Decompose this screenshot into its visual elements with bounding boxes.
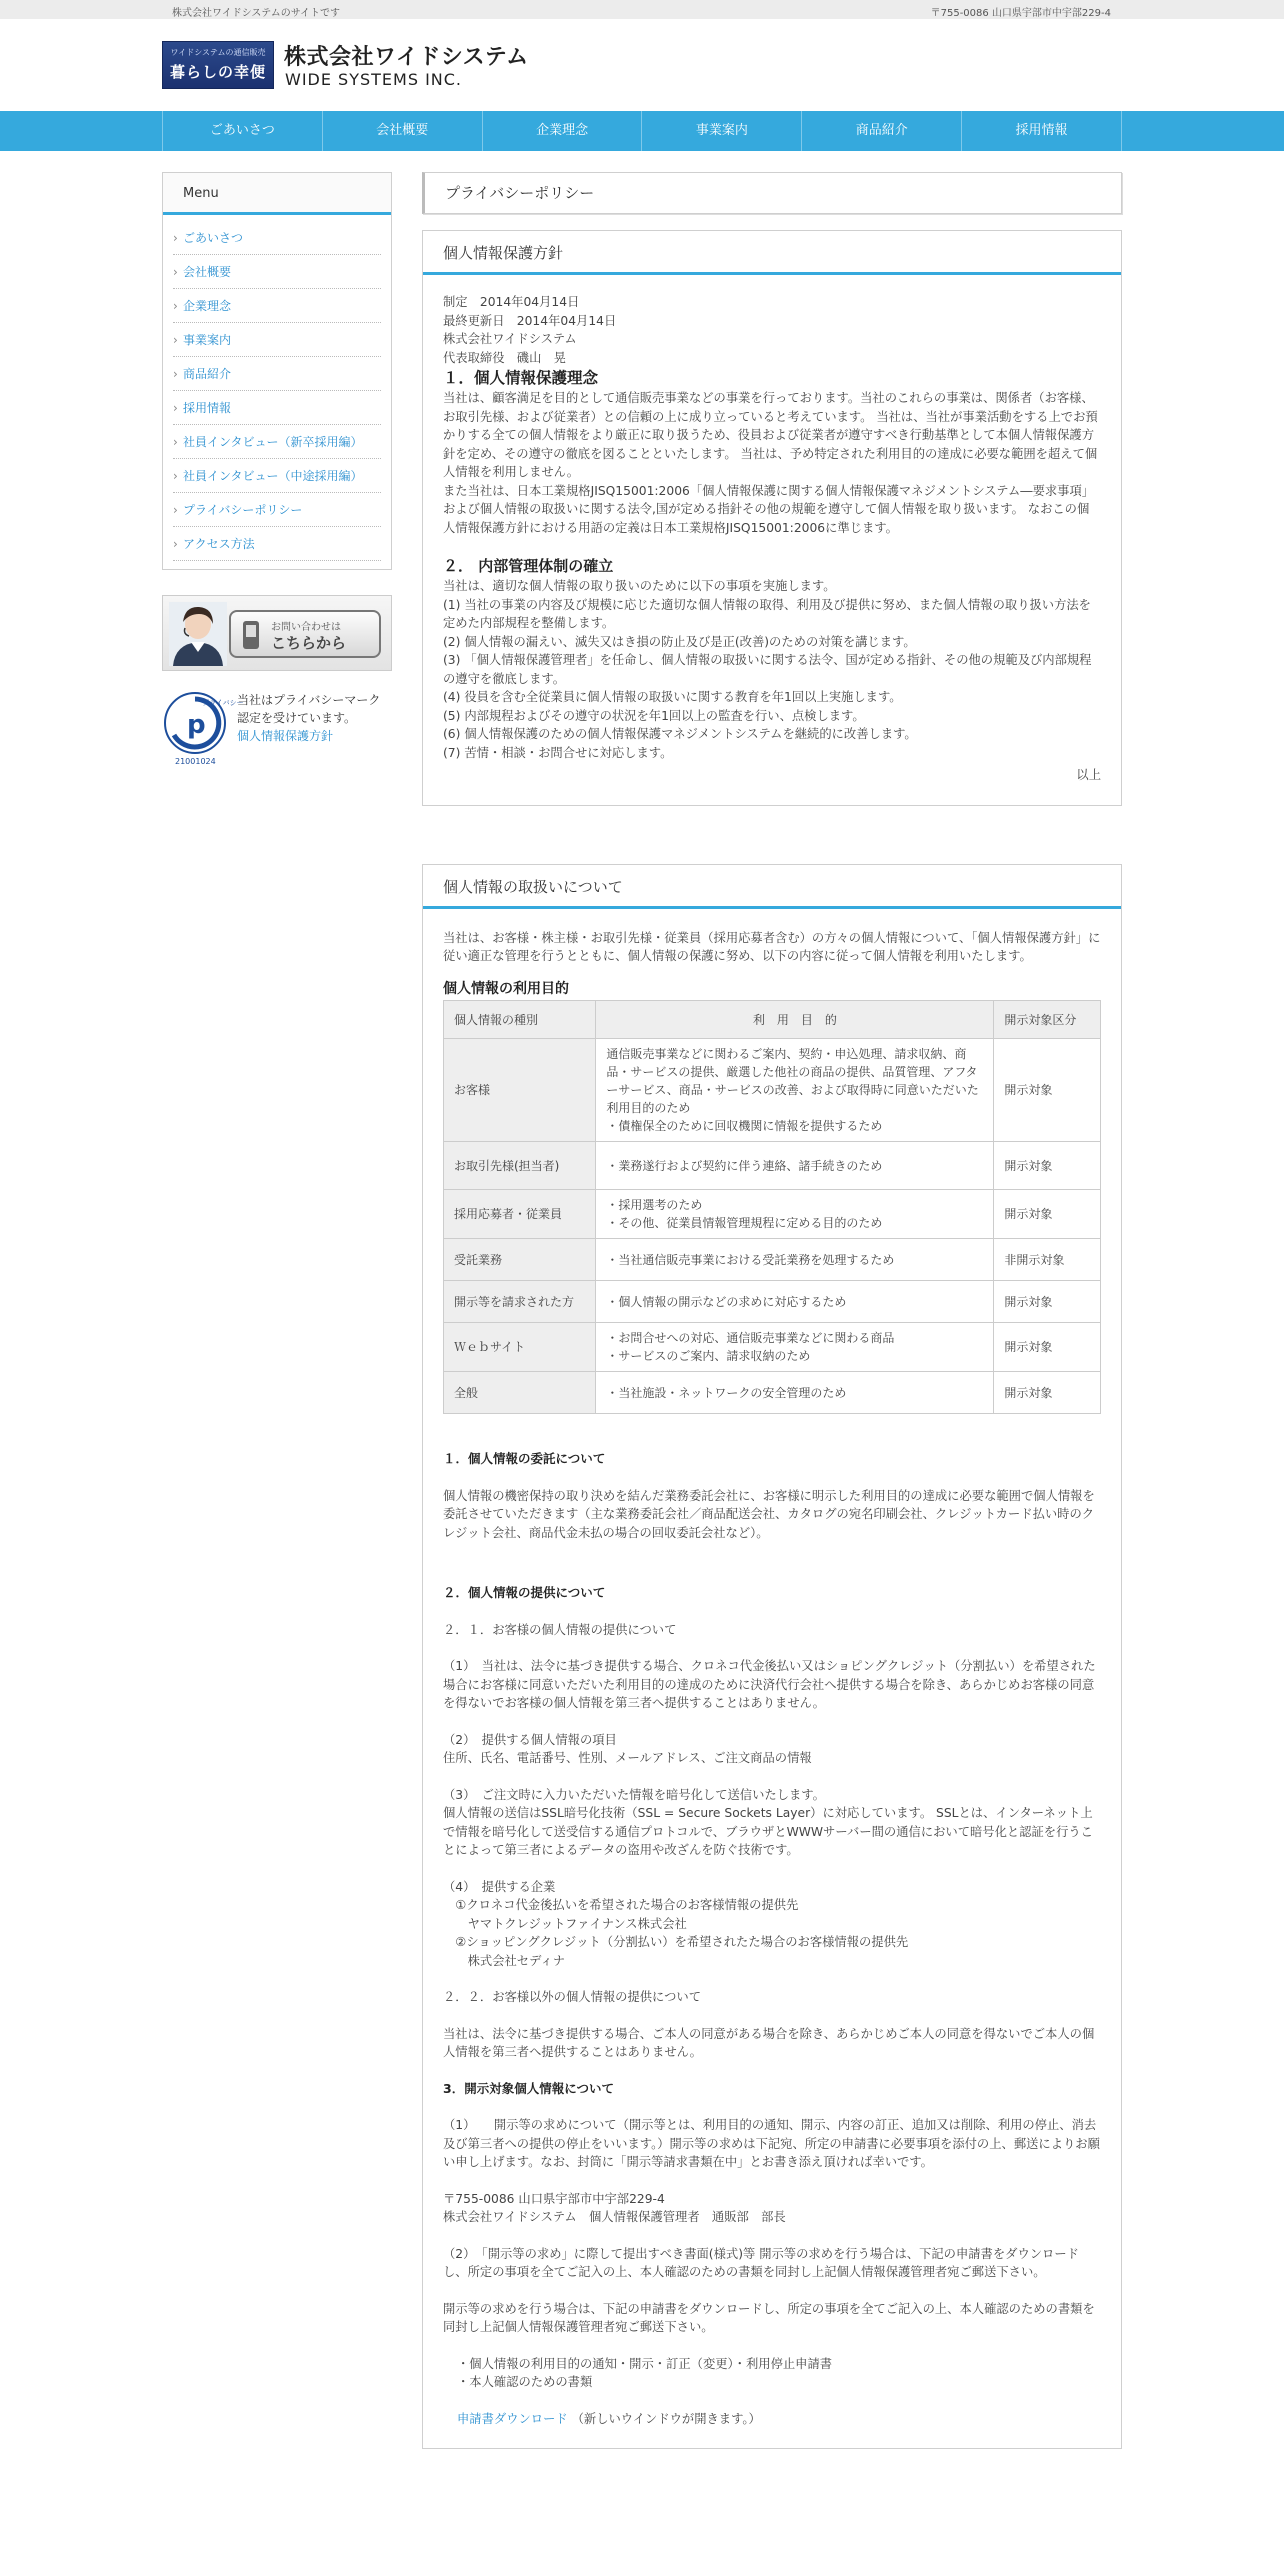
- section-2-para-2a: （2） 提供する個人情報の項目: [443, 1732, 617, 1747]
- global-nav: [0, 111, 1284, 151]
- section-3-list-item: ・個人情報の利用目的の通知・開示・訂正（変更）・利用停止申請書: [457, 2356, 833, 2371]
- handling-title: 個人情報の取扱いについて: [423, 865, 1121, 909]
- sidebar-item-philosophy[interactable]: › 企業理念: [173, 289, 381, 323]
- policy-company: 株式会社ワイドシステム: [443, 332, 577, 346]
- table-row: [444, 1142, 1101, 1190]
- sidebar-item-greeting[interactable]: › ごあいさつ: [173, 221, 381, 255]
- nav-item-philosophy[interactable]: 企業理念: [483, 111, 643, 151]
- row-purpose: ・業務遂行および契約に伴う連絡、諸手続きのため: [606, 1158, 883, 1173]
- section-2-para-1: （1） 当社は、法令に基づき提供する場合、クロネコ代金後払い又はショピングクレジット（分割払い）を希望された場合にお客様に同意いただいた利用目的の達成のために決済代行会社へ提供する場合を除き、あらかじめお客様の同意を得ないでお客様の個人情報を第三者へ提供することはありません。: [443, 1659, 1096, 1710]
- section-2-para-3b: 個人情報の送信はSSL暗号化技術（SSL = Secure Sockets Layer）に対応しています。 SSLとは、インターネット上で情報を暗号化して送受信する通信プロトコルで、ブラウザとWWWサーバー間の通信において暗号化と認証を行うことによって第三者によるデータの盗用や改ざんを防ぐ技術です。: [443, 1806, 1093, 1857]
- row-purpose: ・その他、従業員情報管理規程に定める目的のため: [606, 1216, 883, 1230]
- nav-item-products[interactable]: 商品紹介: [802, 111, 962, 151]
- sidebar-item-privacy[interactable]: › プライバシーポリシー: [173, 493, 381, 527]
- policy-item: (3) 「個人情報保護管理者」を任命し、個人情報の取扱いに関する法令、国が定める指針、その他の規範及び内部規程の遵守を徹底します。: [443, 653, 1092, 686]
- sidebar-menu-title: Menu: [163, 173, 391, 215]
- table-row: [444, 1239, 1101, 1281]
- section-2-para-4: ヤマトクレジットファイナンス株式会社: [443, 1916, 687, 1931]
- section-2-para-4: ①クロネコ代金後払いを希望された場合のお客様情報の提供先: [443, 1898, 799, 1912]
- handling-box: [422, 864, 1122, 2450]
- table-row: [444, 1039, 1101, 1142]
- contact-button[interactable]: [229, 610, 381, 658]
- pmark-number: 21001024: [175, 757, 216, 766]
- row-purpose: ・当社通信販売事業における受託業務を処理するため: [606, 1252, 895, 1267]
- row-purpose: ・個人情報の開示などの求めに対応するため: [606, 1294, 847, 1309]
- table-header-purpose: 利 用 目 的: [596, 1001, 994, 1039]
- main-content: [422, 172, 1122, 2449]
- row-purpose: ・当社施設・ネットワークの安全管理のため: [606, 1385, 847, 1400]
- nav-item-greeting[interactable]: ごあいさつ: [163, 111, 323, 151]
- purpose-heading: 個人情報の利用目的: [443, 980, 569, 997]
- contact-big-label: こちらから: [271, 634, 347, 652]
- svg-text:p: p: [187, 710, 206, 740]
- row-category: 開示対象: [994, 1281, 1101, 1323]
- section-3-para-2: （2） 「開示等の求め」に際して提出すべき書面(様式)等 開示等の求めを行う場合は、下記の申請書をダウンロードし、所定の事項を全てご記入の上、本人確認のための書類を同封し上記個人情報保護管理者宛ご郵送下さい。: [443, 2246, 1079, 2279]
- pmark-policy-link[interactable]: 個人情報保護方針: [237, 729, 334, 743]
- company-name-ja[interactable]: 株式会社ワイドシステム: [284, 45, 529, 70]
- section-2-2-heading: ２．２．お客様以外の個人情報の提供について: [443, 1990, 701, 2004]
- section-3-para-1: （1） 開示等の求めについて（開示等とは、利用目的の通知、開示、内容の訂正、追加又は削除、利用の停止、消去及び第三者への提供の停止をいいます。）開示等の求めは下記宛、所定の申請書に必要事項を添付の上、郵送によりお願い申し上げます。なお、封筒に「開示等請求書類在中」とお書き添え頂ければ幸いです。: [443, 2118, 1100, 2169]
- page-title: プライバシーポリシー: [422, 172, 1122, 214]
- sidebar-menu: [162, 172, 392, 570]
- row-purpose: 通信販売事業などに関わるご案内、契約・申込処理、請求収納、商品・サービスの提供、厳選した他社の商品の提供、品質管理、アフターサービス、商品・サービスの改善、および取得時に同意いただいた利用目的のため: [606, 1047, 979, 1115]
- row-purpose: ・サービスのご案内、請求収納のため: [606, 1349, 811, 1363]
- logo-badge[interactable]: [162, 41, 274, 89]
- section-2-1-heading: ２．１．お客様の個人情報の提供について: [443, 1622, 677, 1637]
- operator-icon: [169, 602, 227, 666]
- nav-item-company[interactable]: 会社概要: [323, 111, 483, 151]
- policy-item: (5) 内部規程およびその遵守の状況を年1回以上の監査を行い、点検します。: [443, 708, 865, 723]
- section-2-heading: ２．個人情報の提供について: [443, 1585, 606, 1600]
- row-kind: 受託業務: [444, 1239, 596, 1281]
- sidebar-item-business[interactable]: › 事業案内: [173, 323, 381, 357]
- row-kind: 採用応募者・従業員: [444, 1190, 596, 1239]
- site-header: [0, 19, 1284, 111]
- top-info-bar: [0, 0, 1284, 19]
- privacy-mark-block: [162, 691, 392, 771]
- header-address: 〒755-0086 山口県宇部市中宇部229-4: [930, 8, 1111, 19]
- policy-heading-2: ２． 内部管理体制の確立: [443, 557, 614, 575]
- table-header-category: 開示対象区分: [994, 1001, 1101, 1039]
- policy-heading-1: １．個人情報保護理念: [443, 369, 599, 387]
- phone-icon: [239, 620, 263, 650]
- policy-rep: 代表取締役 磯山 晃: [443, 350, 566, 365]
- policy-box: [422, 230, 1122, 806]
- company-name-en: WIDE SYSTEMS INC.: [285, 70, 463, 89]
- section-3-heading: 3．開示対象個人情報について: [443, 2080, 614, 2096]
- download-link[interactable]: 申請書ダウンロード: [457, 2411, 568, 2426]
- policy-item: (2) 個人情報の漏えい、滅失又はき損の防止及び是正(改善)のための対策を講じます。: [443, 634, 916, 649]
- download-note: （新しいウインドウが開きます。）: [571, 2411, 761, 2426]
- row-kind: 全般: [444, 1372, 596, 1414]
- logo-badge-main: 暮らしの幸便: [169, 63, 266, 81]
- nav-item-business[interactable]: 事業案内: [642, 111, 802, 151]
- policy-end: 以上: [1076, 768, 1101, 782]
- sidebar-item-access[interactable]: › アクセス方法: [173, 527, 381, 561]
- handling-intro: 当社は、お客様・株主様・お取引先様・従業員（採用応募者含む）の方々の個人情報について、「個人情報保護方針」に従い適正な管理を行うとともに、個人情報の保護に努め、以下の内容に従って個人情報を利用いたします。: [443, 930, 1101, 963]
- row-purpose: ・お問合せへの対応、通信販売事業などに関わる商品: [606, 1331, 895, 1345]
- row-category: 開示対象: [994, 1142, 1101, 1190]
- policy-updated: 最終更新日 2014年04月14日: [443, 313, 617, 328]
- section-3-list-item: ・本人確認のための書類: [457, 2375, 593, 2389]
- section-1-text: 個人情報の機密保持の取り決めを結んだ業務委託会社に、お客様に明示した利用目的の達成に必要な範囲で個人情報を委託させていただきます（主な業務委託会社／商品配送会社、カタログの宛名印刷会社、クレジットカード払い時のクレジット会社、商品代金未払の場合の回収委託会社など）。: [443, 1488, 1095, 1540]
- table-row: [444, 1372, 1101, 1414]
- policy-paragraph-2: また当社は、日本工業規格JISQ15001:2006「個人情報保護に関する個人情報保護マネジメントシステム―要求事項」および個人情報の取扱いに関する法令,国が定める指針その他の規範を遵守して個人情報を取り扱います。 なおこの個人情報保護方針における用語の定義は日本工業規格JISQ15001:2006に準じます。: [443, 483, 1095, 535]
- contact-small-label: お問い合わせは: [271, 622, 341, 633]
- sidebar-item-interview-mid[interactable]: › 社員インタビュー（中途採用編）: [173, 459, 381, 493]
- section-3-address: 〒755-0086 山口県宇部市中宇部229-4: [443, 2191, 665, 2206]
- section-2-para-3a: （3） ご注文時に入力いただいた情報を暗号化して送信いたします。: [443, 1787, 825, 1802]
- table-header-kind: 個人情報の種別: [444, 1001, 596, 1039]
- sidebar-item-recruit[interactable]: › 採用情報: [173, 391, 381, 425]
- policy-paragraph-3: 当社は、適切な個人情報の取り扱いのために以下の事項を実施します。: [443, 579, 836, 593]
- pmark-label: プライバシー: [202, 699, 244, 707]
- policy-title: 個人情報保護方針: [423, 231, 1121, 275]
- row-purpose: ・採用選考のため: [606, 1198, 703, 1212]
- row-kind: 開示等を請求された方: [444, 1281, 596, 1323]
- section-2-para-2b: 住所、氏名、電話番号、性別、メールアドレス、ご注文商品の情報: [443, 1751, 812, 1765]
- row-kind: お客様: [444, 1039, 596, 1142]
- section-1-heading: １．個人情報の委託について: [443, 1451, 606, 1466]
- table-row: [444, 1281, 1101, 1323]
- table-header-row: [444, 1001, 1101, 1039]
- logo-badge-small: ワイドシステムの通信販売: [170, 48, 266, 57]
- row-category: 非開示対象: [994, 1239, 1101, 1281]
- privacy-mark-icon: [162, 691, 244, 767]
- row-category: 開示対象: [994, 1039, 1101, 1142]
- sidebar-item-company[interactable]: › 会社概要: [173, 255, 381, 289]
- contact-banner[interactable]: [162, 595, 392, 671]
- sidebar-item-interview-new[interactable]: › 社員インタビュー（新卒採用編）: [173, 425, 381, 459]
- row-purpose: ・債権保全のために回収機関に情報を提供するため: [606, 1119, 883, 1133]
- section-3-manager: 株式会社ワイドシステム 個人情報保護管理者 通販部 部長: [443, 2210, 786, 2224]
- table-row: [444, 1190, 1101, 1239]
- policy-enacted: 制定 2014年04月14日: [443, 295, 580, 309]
- section-2-para-4: ②ショッピングクレジット（分割払い）を希望されたた場合のお客様情報の提供先: [443, 1935, 909, 1949]
- site-tagline: 株式会社ワイドシステムのサイトです: [172, 8, 340, 19]
- row-category: 開示対象: [994, 1190, 1101, 1239]
- policy-item: (4) 役員を含む全従業員に個人情報の取扱いに関する教育を年1回以上実施します。: [443, 690, 902, 704]
- policy-item: (6) 個人情報保護のための個人情報保護マネジメントシステムを継続的に改善します。: [443, 727, 917, 741]
- row-kind: Ｗｅｂサイト: [444, 1323, 596, 1372]
- section-2-2-text: 当社は、法令に基づき提供する場合、ご本人の同意がある場合を除き、あらかじめご本人の同意を得ないでご本人の個人情報を第三者へ提供することはありません。: [443, 2026, 1095, 2059]
- sidebar: [162, 172, 392, 771]
- pmark-text: 当社はプライバシーマーク認定を受けています。: [237, 693, 381, 725]
- policy-item: (1) 当社の事業の内容及び規模に応じた適切な個人情報の取得、利用及び提供に努め、また個人情報の取り扱い方法を定めた内部規程を整備します。: [443, 597, 1091, 630]
- table-row: [444, 1323, 1101, 1372]
- nav-item-recruit[interactable]: 採用情報: [962, 111, 1122, 151]
- section-2-para-4: （4） 提供する企業: [443, 1879, 556, 1894]
- purpose-table: [443, 1000, 1101, 1414]
- section-3-para-3: 開示等の求めを行う場合は、下記の申請書をダウンロードし、所定の事項を全てご記入の上、本人確認のための書類を同封し上記個人情報保護管理者宛ご郵送下さい。: [443, 2301, 1095, 2334]
- row-category: 開示対象: [994, 1323, 1101, 1372]
- section-2-para-4: 株式会社セディナ: [443, 1953, 565, 1968]
- policy-paragraph-1: 当社は、顧客満足を目的として通信販売事業などの事業を行っております。当社のこれらの事業は、関係者（お客様、お取引先様、および従業者）との信頼の上に成り立っていると考えています。 当社は、当社が事業活動をする上でお預かりする全ての個人情報をより厳正に取り扱うため、役員および従業者が遵守すべき行動基準として本個人情報保護方針を定め、その遵守の徹底を図ることといたします。 当社は、予め特定された利用目的の達成に必要な範囲を超えて個人情報を利用しません。: [443, 391, 1098, 479]
- policy-item: (7) 苦情・相談・お問合せに対応します。: [443, 745, 673, 760]
- row-category: 開示対象: [994, 1372, 1101, 1414]
- row-kind: お取引先様(担当者): [444, 1142, 596, 1190]
- sidebar-item-products[interactable]: › 商品紹介: [173, 357, 381, 391]
